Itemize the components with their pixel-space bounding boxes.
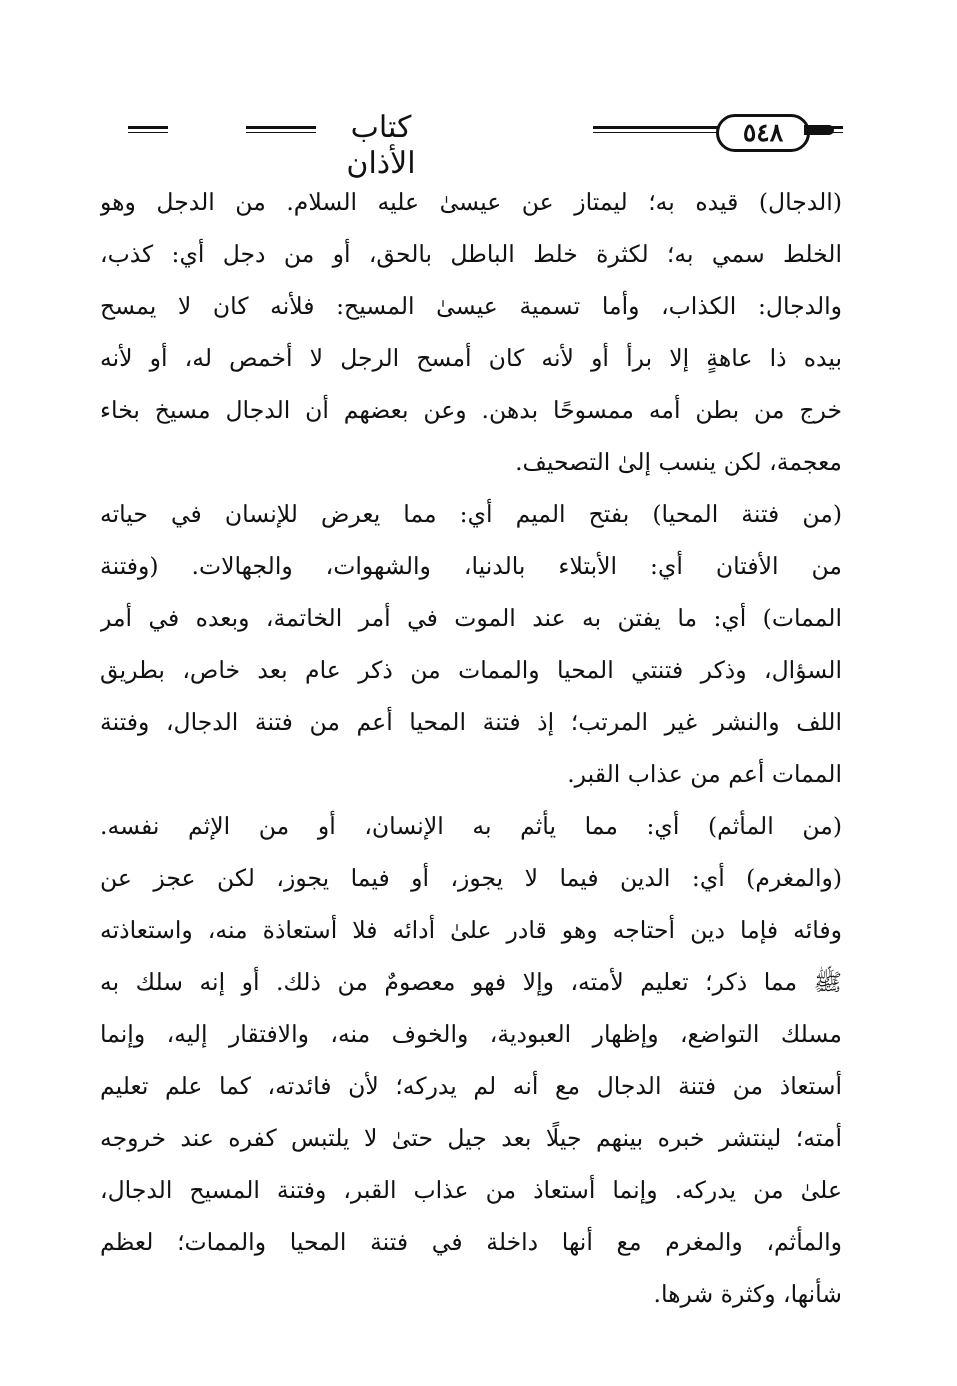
text-line: والدجال: الكذاب، وأما تسمية عيسىٰ المسيح: فلأنه كان لا يمسح bbox=[100, 292, 842, 320]
paragraph bbox=[100, 488, 842, 800]
text-line: مسلك التواضع، وإظهار العبودية، والخوف منه، والافتقار إليه، وإنما bbox=[100, 1020, 842, 1048]
text-line: خرج من بطن أمه ممسوحًا بدهن. وعن بعضهم أن الدجال مسيخ بخاء bbox=[100, 396, 842, 424]
text-line: والمأثم، والمغرم مع أنها داخلة في فتنة المحيا والممات؛ لعظم bbox=[100, 1228, 842, 1256]
page-header bbox=[118, 108, 840, 181]
text-line: الممات) أي: ما يفتن به عند الموت في أمر الخاتمة، وبعده في أمر bbox=[100, 604, 842, 632]
header-rule-middle bbox=[246, 126, 316, 129]
paragraph bbox=[100, 800, 842, 1320]
page-number: ٥٤٨ bbox=[742, 118, 784, 147]
text-line: بيده ذا عاهةٍ إلا برأ أو لأنه كان أمسح الرجل لا أخمص له، أو لأنه bbox=[100, 344, 842, 372]
paragraph bbox=[100, 176, 842, 488]
header-rule-left bbox=[128, 126, 168, 129]
text-line: السؤال، وذكر فتنتي المحيا والممات من ذكر عام بعد خاص، بطريق bbox=[100, 656, 842, 684]
text-line: الخلط سمي به؛ لكثرة خلط الباطل بالحق، أو من دجل أي: كذب، bbox=[100, 240, 842, 268]
text-line: معجمة، لكن ينسب إلىٰ التصحيف. bbox=[515, 448, 842, 476]
book-title: كتاب الأذان bbox=[346, 110, 416, 181]
text-line: من الأفتان أي: الأبتلاء بالدنيا، والشهوات، والجهالات. (وفتنة bbox=[100, 552, 842, 580]
text-line: أستعاذ من فتنة الدجال مع أنه لم يدركه؛ لأن فائدته، كما علم تعليم bbox=[100, 1072, 842, 1100]
body-text bbox=[100, 176, 842, 1320]
text-line: علىٰ من يدركه. وإنما أستعاذ من عذاب القبر، وفتنة المسيح الدجال، bbox=[100, 1176, 842, 1204]
text-line: ﷺ مما ذكر؛ تعليم لأمته، وإلا فهو معصومٌ من ذلك. أو إنه سلك به bbox=[100, 968, 842, 996]
header-rule-middle-thin bbox=[246, 132, 316, 133]
text-line: وفائه فإما دين أحتاجه وهو قادر علىٰ أدائه فلا أستعاذة منه، واستعاذته bbox=[100, 916, 842, 944]
text-line: الممات أعم من عذاب القبر. bbox=[567, 760, 842, 788]
text-line: شأنها، وكثرة شرها. bbox=[653, 1280, 842, 1308]
text-line: (الدجال) قيده به؛ ليمتاز عن عيسىٰ عليه السلام. من الدجل وهو bbox=[100, 188, 842, 216]
text-line: (والمغرم) أي: الدين فيما لا يجوز، أو فيما يجوز، لكن عجز عن bbox=[100, 864, 842, 892]
header-rule-left-thin bbox=[128, 132, 168, 133]
page-number-frame bbox=[716, 114, 810, 152]
page-number-ornament bbox=[804, 125, 834, 135]
text-line: (من المأثم) أي: مما يأثم به الإنسان، أو من الإثم نفسه. bbox=[100, 812, 842, 840]
text-line: اللف والنشر غير المرتب؛ إذ فتنة المحيا أعم من فتنة الدجال، وفتنة bbox=[100, 708, 842, 736]
text-line: (من فتنة المحيا) بفتح الميم أي: مما يعرض للإنسان في حياته bbox=[100, 500, 842, 528]
text-line: أمته؛ لينتشر خبره بينهم جيلًا بعد جيل حتىٰ لا يلتبس كفره عند خروجه bbox=[100, 1124, 842, 1152]
